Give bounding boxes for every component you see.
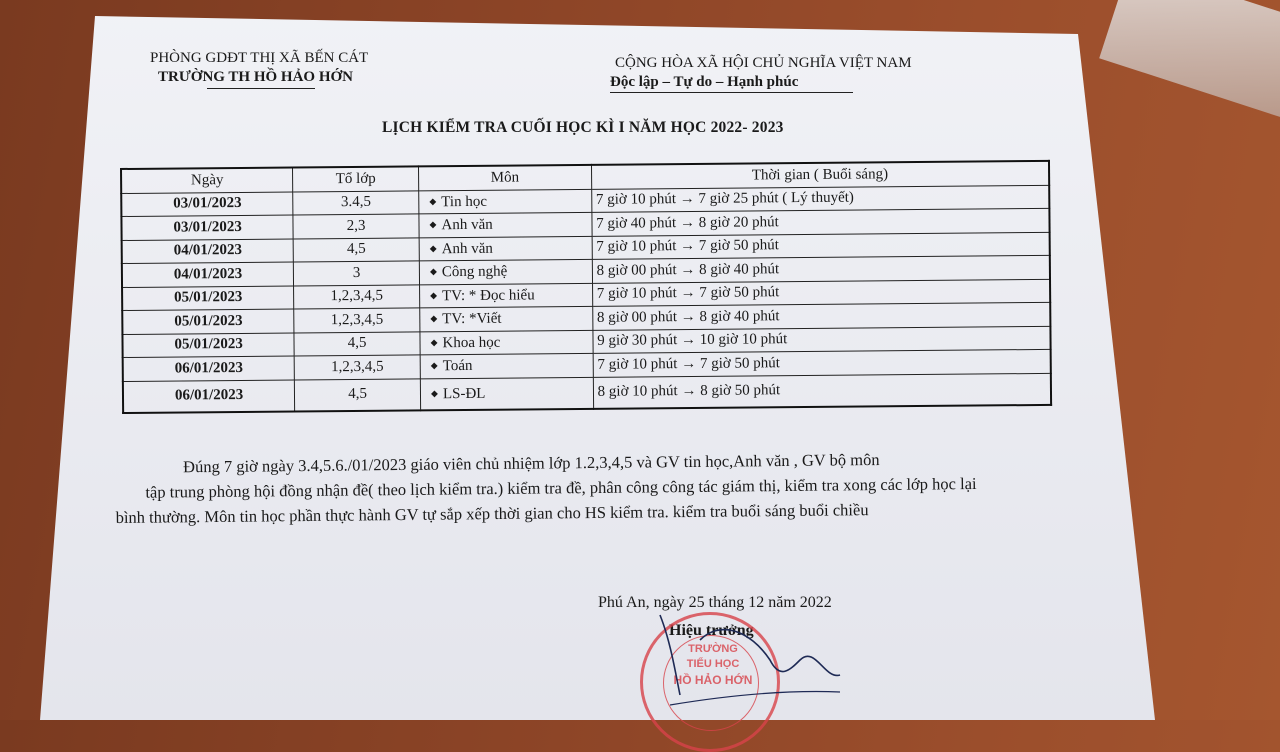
motto-underline xyxy=(610,92,853,93)
class-cell: 1,2,3,4,5 xyxy=(294,308,420,333)
school-underline xyxy=(207,88,315,89)
subject-text: Tin học xyxy=(441,193,488,210)
class-cell: 1,2,3,4,5 xyxy=(294,284,420,309)
seal-text-2: TIỂU HỌC xyxy=(686,658,740,670)
class-cell: 4,5 xyxy=(293,237,419,262)
column-header-subject: Môn xyxy=(419,165,592,191)
date-cell: 04/01/2023 xyxy=(122,238,294,263)
subject-text: Toán xyxy=(442,358,473,375)
class-cell: 3.4,5 xyxy=(293,190,419,215)
class-cell: 4,5 xyxy=(295,378,421,411)
subject-text: TV: *Viết xyxy=(442,310,502,328)
date-cell: 05/01/2023 xyxy=(122,309,294,334)
place-and-date: Phú An, ngày 25 tháng 12 năm 2022 xyxy=(598,594,832,611)
table-row xyxy=(123,373,1051,413)
bullet-icon: ◆ xyxy=(429,195,437,207)
class-cell: 1,2,3,4,5 xyxy=(294,355,420,380)
subject-text: Anh văn xyxy=(441,240,493,257)
column-header-date: Ngày xyxy=(121,167,293,192)
time-cell: 7 giờ 10 phút → 7 giờ 50 phút xyxy=(593,349,1051,376)
subject-cell xyxy=(419,259,592,284)
subject-text: Khoa học xyxy=(442,334,501,351)
time-cell: 7 giờ 10 phút → 7 giờ 50 phút xyxy=(592,279,1050,306)
date-cell: 05/01/2023 xyxy=(122,332,294,357)
document-title: LỊCH KIỂM TRA CUỐI HỌC KÌ I NĂM HỌC 2022- 2023 xyxy=(382,119,784,136)
instructions-line-1: Đúng 7 giờ ngày 3.4,5.6./01/2023 giáo viên chủ nhiệm lớp 1.2,3,4,5 và GV tin học,Anh văn , GV bộ môn xyxy=(183,449,880,477)
principal-title: Hiệu trưởng xyxy=(669,622,754,639)
time-cell: 7 giờ 40 phút → 8 giờ 20 phút xyxy=(592,208,1050,235)
handwritten-signature xyxy=(640,600,880,720)
subject-text: LS-ĐL xyxy=(442,385,486,402)
department-name: PHÒNG GDĐT THỊ XÃ BẾN CÁT xyxy=(150,50,369,66)
bullet-icon: ◆ xyxy=(430,360,438,371)
column-header-time: Thời gian ( Buổi sáng) xyxy=(591,161,1049,189)
subject-cell xyxy=(420,283,593,308)
bullet-icon: ◆ xyxy=(430,336,438,348)
class-cell: 4,5 xyxy=(294,331,420,356)
country-name: CỘNG HÒA XÃ HỘI CHỦ NGHĨA VIỆT NAM xyxy=(615,55,912,71)
instructions-line-2: tập trung phòng hội đồng nhận đề( theo lịch kiểm tra.) kiểm tra đề, phân công công tác giám thị, kiểm tra xong các lớp học lại xyxy=(145,473,977,502)
class-cell: 3 xyxy=(294,261,420,286)
bullet-icon: ◆ xyxy=(429,266,437,277)
column-header-class: Tổ lớp xyxy=(293,166,419,191)
time-cell: 7 giờ 10 phút → 7 giờ 25 phút ( Lý thuyết) xyxy=(591,185,1049,212)
time-cell: 9 giờ 30 phút → 10 giờ 10 phút xyxy=(593,326,1051,353)
class-cell: 2,3 xyxy=(293,214,419,239)
subject-text: TV: * Đọc hiểu xyxy=(441,287,535,304)
seal-text-3: HỒ HẢO HỚN xyxy=(673,673,753,687)
date-cell: 03/01/2023 xyxy=(121,215,293,240)
date-cell: 06/01/2023 xyxy=(123,379,295,412)
subject-cell xyxy=(420,353,593,378)
bullet-icon: ◆ xyxy=(430,387,438,398)
subject-text: Anh văn xyxy=(441,217,493,234)
subject-cell xyxy=(420,330,593,355)
time-cell: 8 giờ 10 phút → 8 giờ 50 phút xyxy=(593,373,1051,408)
plastic-sleeve xyxy=(1099,0,1280,117)
date-cell: 04/01/2023 xyxy=(122,262,294,287)
subject-text: Công nghệ xyxy=(441,263,508,281)
instructions-paragraph xyxy=(115,445,1076,530)
bullet-icon: ◆ xyxy=(429,219,437,230)
time-cell: 8 giờ 00 phút → 8 giờ 40 phút xyxy=(592,302,1050,329)
time-cell: 7 giờ 10 phút → 7 giờ 50 phút xyxy=(592,232,1050,259)
subject-cell xyxy=(419,236,592,261)
bullet-icon: ◆ xyxy=(429,242,437,254)
date-cell: 03/01/2023 xyxy=(121,191,293,216)
subject-cell xyxy=(419,212,592,237)
schedule-table xyxy=(120,160,1052,414)
national-motto: Độc lập – Tự do – Hạnh phúc xyxy=(610,74,799,90)
subject-cell xyxy=(420,306,593,331)
bullet-icon: ◆ xyxy=(430,289,438,301)
bullet-icon: ◆ xyxy=(430,313,438,324)
school-name: TRƯỜNG TH HỒ HẢO HỚN xyxy=(158,69,354,85)
seal-text-1: TRƯỜNG xyxy=(688,643,738,655)
instructions-line-3: bình thường. Môn tin học phần thực hành GV tự sắp xếp thời gian cho HS kiểm tra. kiểm tra buổi sáng buổi chiều xyxy=(115,500,869,527)
subject-cell xyxy=(420,377,593,410)
time-cell: 8 giờ 00 phút → 8 giờ 40 phút xyxy=(592,255,1050,282)
subject-cell xyxy=(419,189,592,214)
date-cell: 05/01/2023 xyxy=(122,285,294,310)
date-cell: 06/01/2023 xyxy=(123,356,295,381)
